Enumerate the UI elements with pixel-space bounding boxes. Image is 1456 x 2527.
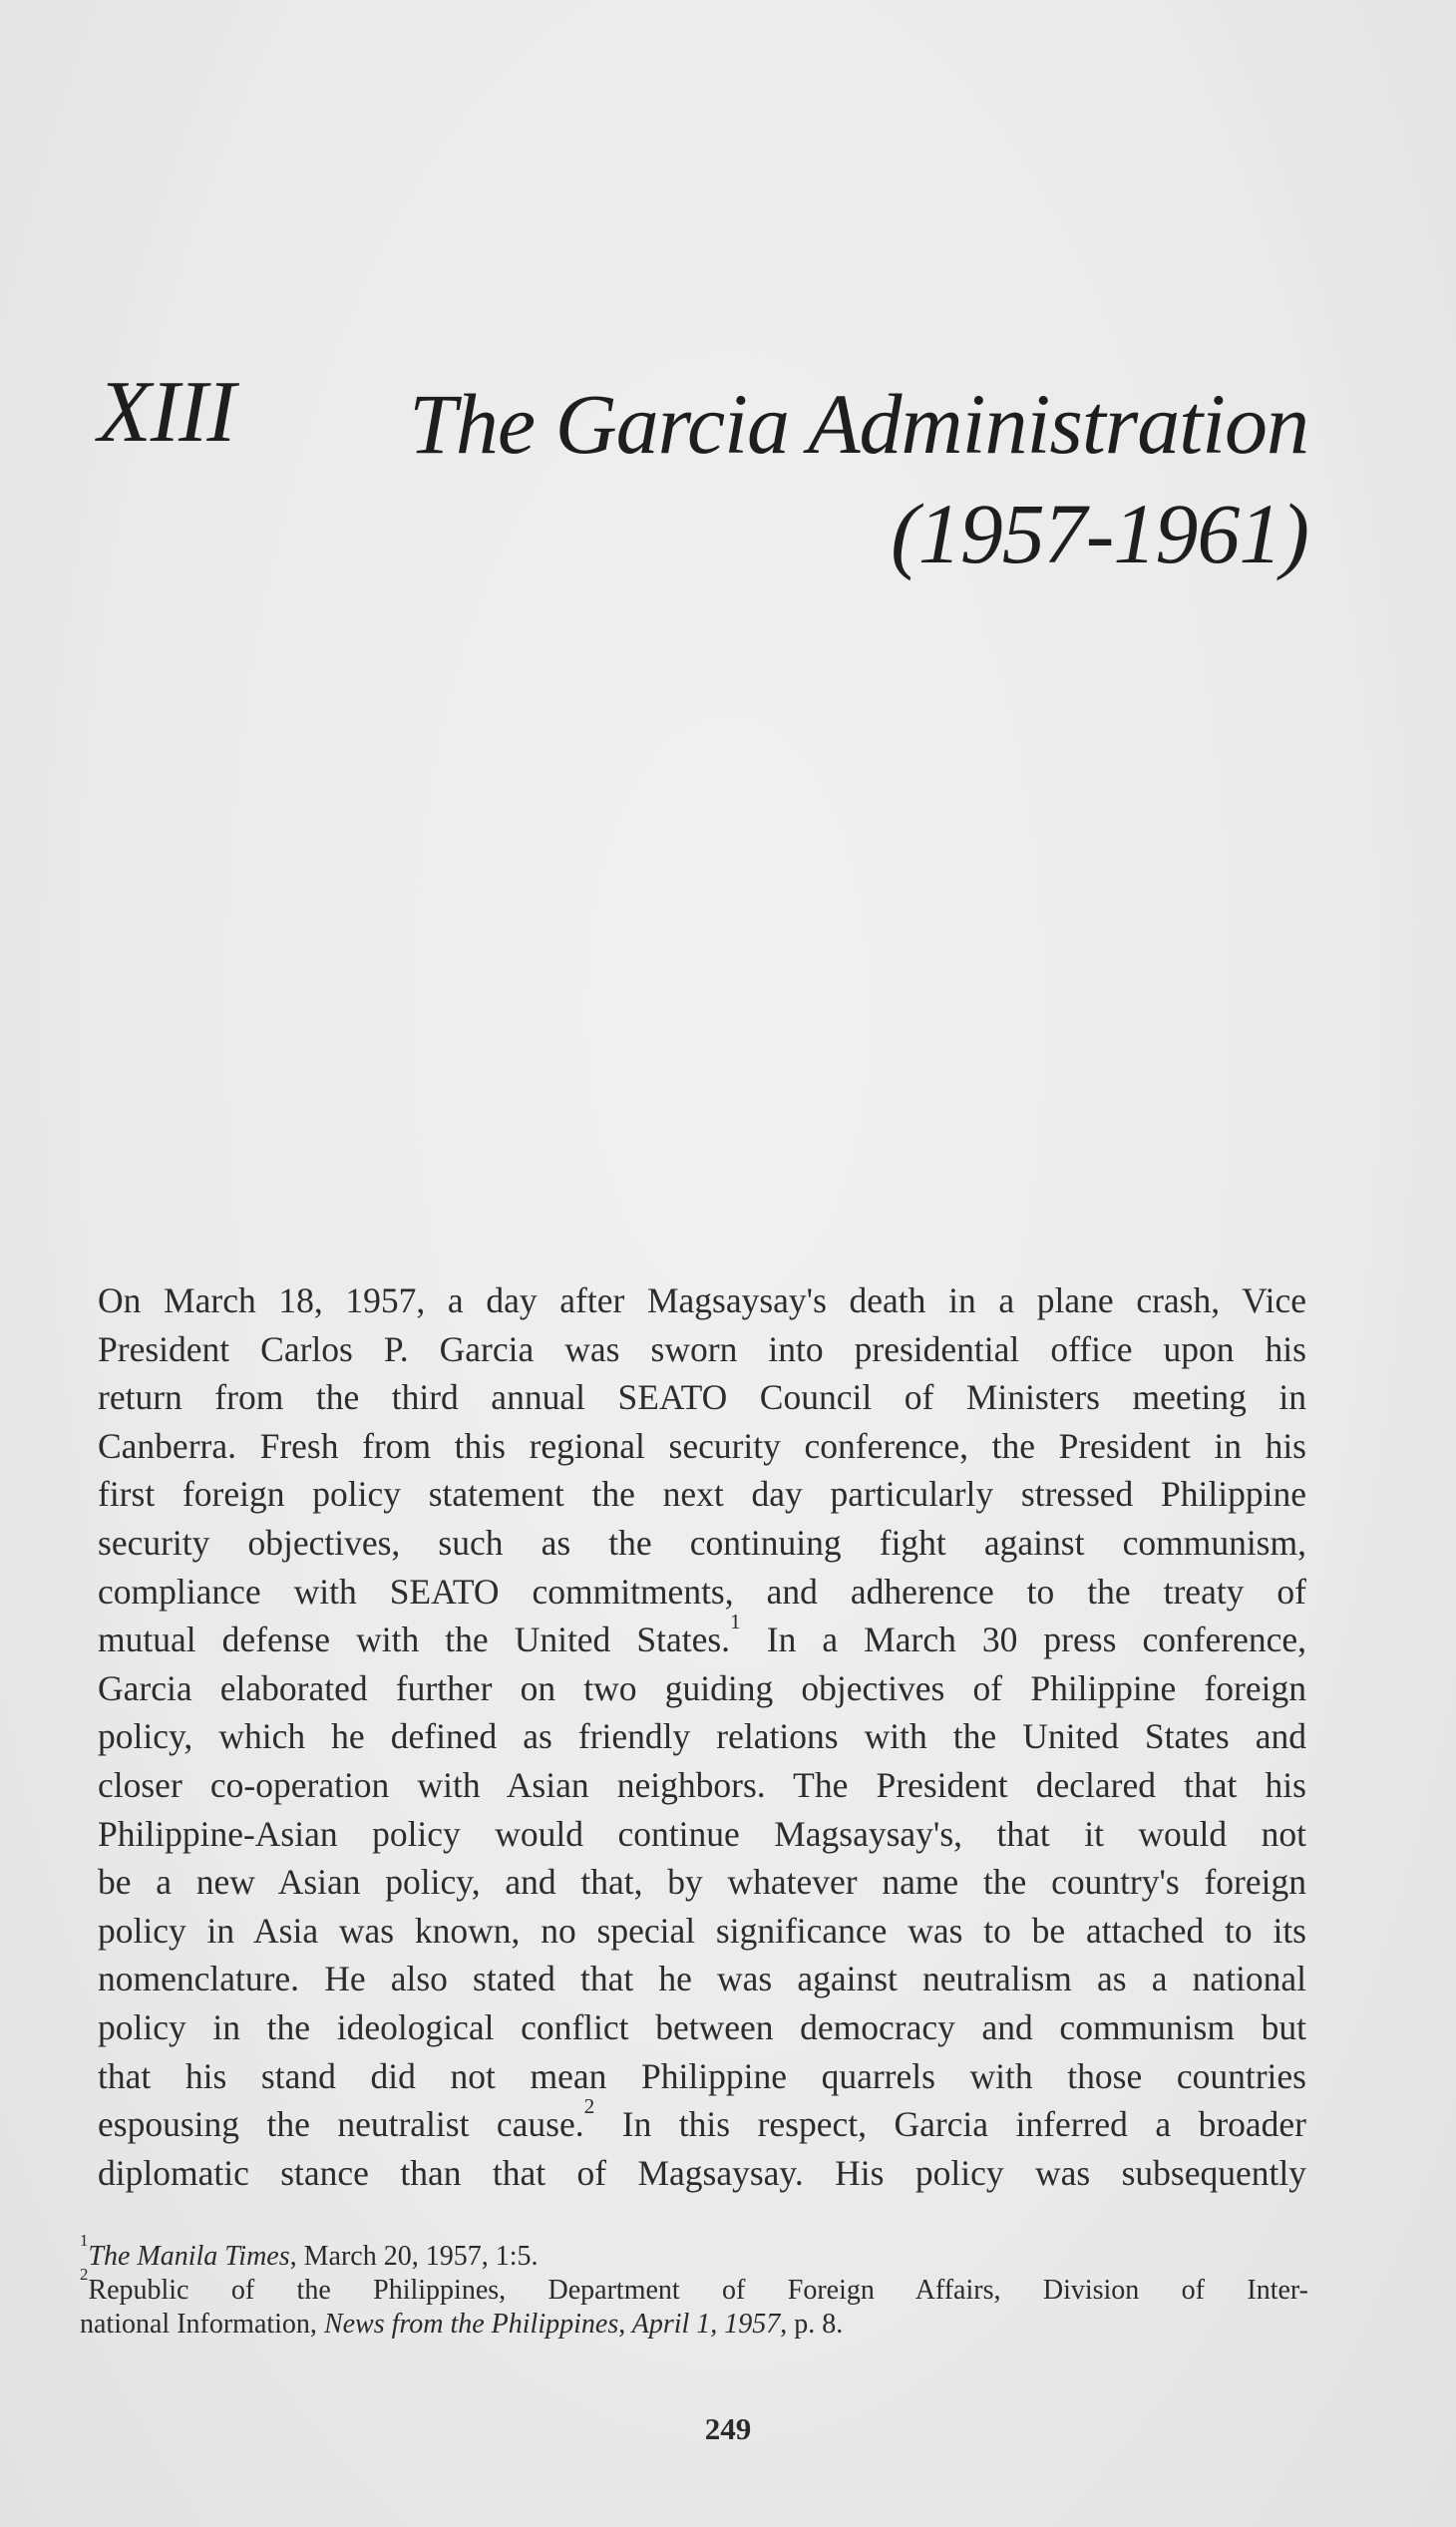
footnote-ref-2: 2 — [583, 2093, 595, 2118]
footnote-2-start: national Information, — [80, 2309, 324, 2340]
body-line-with-footnote-2 — [98, 2093, 1306, 2149]
chapter-title — [409, 369, 1308, 588]
body-line: policy in Asia was known, no special significance was to be attached to its — [98, 1910, 1306, 1951]
body-line: Canberra. Fresh from this regional security conference, the President in his — [98, 1425, 1306, 1466]
footnote-mark-2: 2 — [80, 2265, 89, 2285]
body-line: that his stand did not mean Philippine quarrels with those countries — [98, 2055, 1306, 2096]
body-line: first foreign policy statement the next day particularly stressed Philippine — [98, 1474, 1306, 1515]
footnote-2-end: , p. 8. — [780, 2309, 844, 2340]
body-line-with-footnote-1 — [98, 1609, 1306, 1664]
footnote-2-title: News from the Philippines, April 1, 1957 — [323, 2309, 781, 2340]
chapter-title-line-2: (1957-1961) — [891, 486, 1308, 581]
body-line-tail: In this respect, Garcia inferred a broader — [594, 2104, 1306, 2145]
chapter-title-line-1: The Garcia Administration — [409, 376, 1308, 472]
body-line: compliance with SEATO commitments, and adherence to the treaty of — [98, 1571, 1306, 1612]
footnote-1-rest: , March 20, 1957, 1:5. — [289, 2241, 539, 2272]
chapter-number: XIII — [98, 364, 235, 461]
body-line: diplomatic stance than that of Magsaysay. His policy was subsequently — [98, 2152, 1306, 2193]
footnote-2-line-2 — [80, 2308, 1308, 2342]
body-line: On March 18, 1957, a day after Magsaysay's death in a plane crash, Vice — [98, 1280, 1306, 1320]
footnote-2-line-1 — [80, 2265, 1308, 2308]
page-number: 249 — [704, 2411, 752, 2446]
footnote-1 — [80, 2231, 1308, 2274]
body-line: Philippine-Asian policy would continue Magsaysay's, that it would not — [98, 1813, 1306, 1854]
body-line: policy, which he defined as friendly relations with the United States and — [98, 1716, 1306, 1757]
body-line: closer co-operation with Asian neighbors. The President declared that his — [98, 1764, 1306, 1805]
body-line: return from the third annual SEATO Council of Ministers meeting in — [98, 1377, 1306, 1418]
footnote-1-source: The Manila Times — [88, 2241, 290, 2272]
body-line: nomenclature. He also stated that he was against neutralism as a national — [98, 1959, 1306, 1999]
body-line: Garcia elaborated further on two guiding objectives of Philippine foreign — [98, 1667, 1306, 1708]
footnote-ref-1: 1 — [730, 1609, 741, 1633]
body-line-tail: In a March 30 press conference, — [740, 1620, 1306, 1660]
body-paragraph — [98, 1276, 1306, 2197]
body-line-text: espousing the neutralist cause. — [98, 2104, 584, 2145]
body-line-text: mutual defense with the United States. — [98, 1620, 731, 1660]
footnote-mark-1: 1 — [80, 2231, 89, 2251]
footnote-2 — [80, 2265, 1308, 2342]
body-line: policy in the ideological conflict between democracy and communism but — [98, 2006, 1306, 2047]
body-line: security objectives, such as the continuing fight against communism, — [98, 1522, 1306, 1563]
body-line: President Carlos P. Garcia was sworn into presidential office upon his — [98, 1328, 1306, 1369]
body-line: be a new Asian policy, and that, by whatever name the country's foreign — [98, 1862, 1306, 1903]
footnote-2-text: Republic of the Philippines, Department of Foreign Affairs, Division of Inter- — [88, 2275, 1308, 2306]
footnotes — [80, 2231, 1308, 2342]
